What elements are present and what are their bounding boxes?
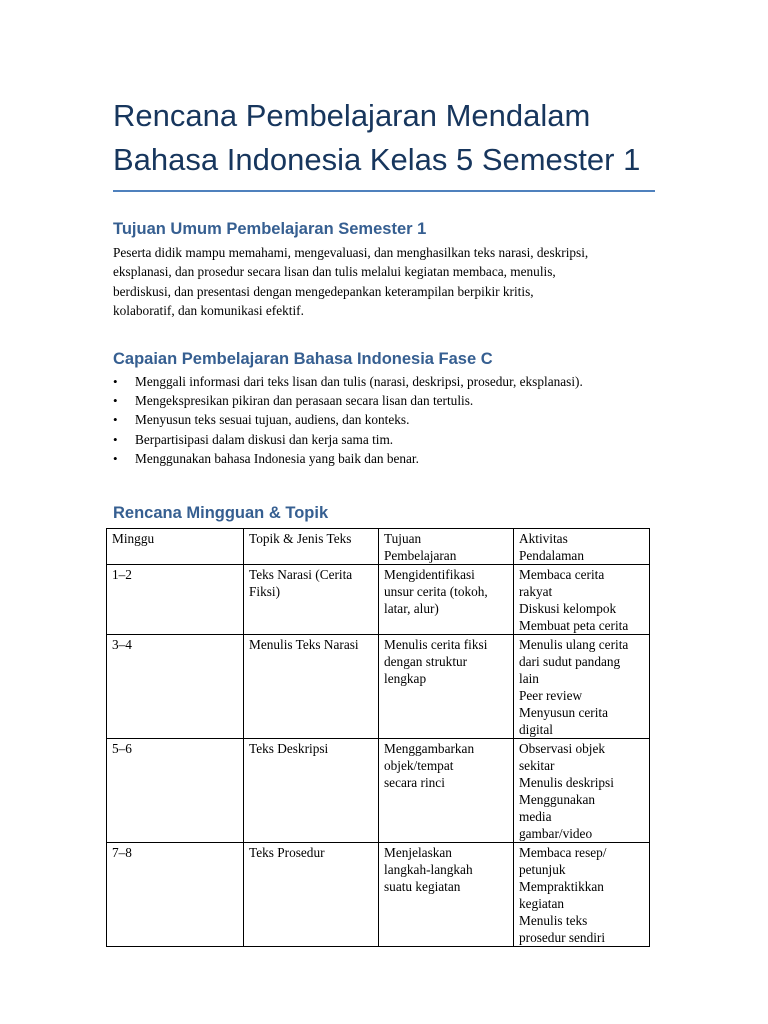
cell-line: digital	[519, 721, 553, 737]
title-line-2: Bahasa Indonesia Kelas 5 Semester 1	[113, 142, 641, 177]
outcomes-heading: Capaian Pembelajaran Bahasa Indonesia Fase C	[113, 349, 493, 368]
activities-cell	[514, 564, 650, 634]
week-cell	[107, 564, 244, 634]
cell-line: lengkap	[384, 670, 427, 686]
cell-line: Mempraktikkan	[519, 878, 604, 894]
cell-line: dari sudut pandang	[519, 653, 621, 669]
week-cell	[107, 738, 244, 842]
list-item-text: Berpartisipasi dalam diskusi dan kerja sama tim.	[135, 431, 394, 447]
activities-cell	[514, 738, 650, 842]
outcomes-section	[113, 348, 655, 469]
cell-line: Diskusi kelompok	[519, 600, 617, 616]
table-row	[107, 634, 650, 738]
goal-cell	[379, 842, 514, 946]
list-item-text: Menyusun teks sesuai tujuan, audiens, dan konteks.	[135, 412, 410, 428]
bullet-icon: •	[113, 373, 118, 389]
cell-line: kegiatan	[519, 895, 565, 911]
cell-line: unsur cerita (tokoh,	[384, 583, 488, 599]
cell-line: Tujuan	[384, 530, 422, 546]
list-item	[113, 449, 655, 468]
cell-line: Minggu	[112, 530, 155, 546]
cell-line: gambar/video	[519, 825, 593, 841]
cell-line: objek/tempat	[384, 757, 454, 773]
table-row	[107, 738, 650, 842]
bullet-icon: •	[113, 451, 118, 467]
cell-line: Topik & Jenis Teks	[249, 530, 352, 546]
cell-line: 1–2	[112, 566, 132, 582]
goals-line: Peserta didik mampu memahami, mengevaluasi, dan menghasilkan teks narasi, deskripsi,	[113, 245, 589, 260]
cell-line: lain	[519, 670, 539, 686]
goal-cell	[379, 738, 514, 842]
goals-section	[113, 218, 655, 321]
list-item-text: Menggali informasi dari teks lisan dan tulis (narasi, deskripsi, prosedur, eksplanasi).	[135, 373, 583, 389]
topic-cell	[244, 564, 379, 634]
list-item-text: Menggunakan bahasa Indonesia yang baik dan benar.	[135, 451, 419, 467]
cell-line: petunjuk	[519, 861, 566, 877]
week-cell	[107, 842, 244, 946]
bullet-icon: •	[113, 412, 118, 428]
outcomes-list	[113, 372, 655, 469]
weekly-plan-body	[107, 528, 650, 946]
cell-line: 7–8	[112, 844, 132, 860]
cell-line: Pendalaman	[519, 547, 584, 563]
cell-line: media	[519, 808, 552, 824]
cell-line: Menulis Teks Narasi	[249, 636, 359, 652]
cell-line: Menulis cerita fiksi	[384, 636, 488, 652]
cell-line: secara rinci	[384, 774, 445, 790]
plan-heading: Rencana Mingguan & Topik	[113, 503, 329, 522]
header-week-cell	[107, 528, 244, 564]
header-topic-cell	[244, 528, 379, 564]
goals-line: eksplanasi, dan prosedur secara lisan dan tulis melalui kegiatan membaca, menulis,	[113, 264, 556, 280]
cell-line: Fiksi)	[249, 583, 281, 599]
cell-line: Observasi objek	[519, 740, 606, 756]
title-line-1: Rencana Pembelajaran Mendalam	[113, 98, 591, 133]
table-header-row	[107, 528, 650, 564]
goal-cell	[379, 634, 514, 738]
cell-line: Pembelajaran	[384, 547, 457, 563]
topic-cell	[244, 842, 379, 946]
cell-line: Teks Narasi (Cerita	[249, 566, 353, 582]
cell-line: Menulis ulang cerita	[519, 636, 629, 652]
cell-line: Teks Deskripsi	[249, 740, 329, 756]
list-item-text: Mengekspresikan pikiran dan perasaan secara lisan dan tertulis.	[135, 393, 474, 409]
goals-heading: Tujuan Umum Pembelajaran Semester 1	[113, 220, 427, 238]
list-item	[113, 372, 655, 391]
cell-line: sekitar	[519, 757, 555, 773]
cell-line: langkah-langkah	[384, 861, 473, 877]
table-row	[107, 842, 650, 946]
cell-line: Membaca cerita	[519, 566, 605, 582]
header-goal-cell	[379, 528, 514, 564]
cell-line: Aktivitas	[519, 530, 568, 546]
cell-line: Mengidentifikasi	[384, 566, 475, 582]
cell-line: Teks Prosedur	[249, 844, 325, 860]
cell-line: prosedur sendiri	[519, 929, 606, 945]
week-cell	[107, 634, 244, 738]
goals-line: kolaboratif, dan komunikasi efektif.	[113, 303, 304, 319]
cell-line: Menggambarkan	[384, 740, 475, 756]
bullet-icon: •	[113, 431, 118, 447]
cell-line: suatu kegiatan	[384, 878, 461, 894]
topic-cell	[244, 634, 379, 738]
document-title	[113, 94, 655, 182]
cell-line: 5–6	[112, 740, 132, 756]
cell-line: Menjelaskan	[384, 844, 452, 860]
goal-cell	[379, 564, 514, 634]
activities-cell	[514, 634, 650, 738]
topic-cell	[244, 738, 379, 842]
cell-line: Peer review	[519, 687, 583, 703]
bullet-icon: •	[113, 393, 118, 409]
list-item	[113, 410, 655, 429]
table-row	[107, 564, 650, 634]
cell-line: Membaca resep/	[519, 844, 607, 860]
weekly-plan-table	[106, 528, 650, 947]
list-item	[113, 430, 655, 449]
cell-line: Menggunakan	[519, 791, 596, 807]
cell-line: Menulis teks	[519, 912, 588, 928]
cell-line: rakyat	[519, 583, 553, 599]
cell-line: latar, alur)	[384, 600, 439, 616]
cell-line: Menulis deskripsi	[519, 774, 614, 790]
header-activities-cell	[514, 528, 650, 564]
cell-line: Menyusun cerita	[519, 704, 608, 720]
plan-section	[113, 502, 655, 947]
cell-line: 3–4	[112, 636, 132, 652]
goals-paragraph	[113, 243, 643, 321]
cell-line: Membuat peta cerita	[519, 617, 629, 633]
goals-line: berdiskusi, dan presentasi dengan mengedepankan keterampilan berpikir kritis,	[113, 283, 534, 299]
title-underline	[113, 190, 655, 192]
list-item	[113, 391, 655, 410]
cell-line: dengan struktur	[384, 653, 468, 669]
activities-cell	[514, 842, 650, 946]
